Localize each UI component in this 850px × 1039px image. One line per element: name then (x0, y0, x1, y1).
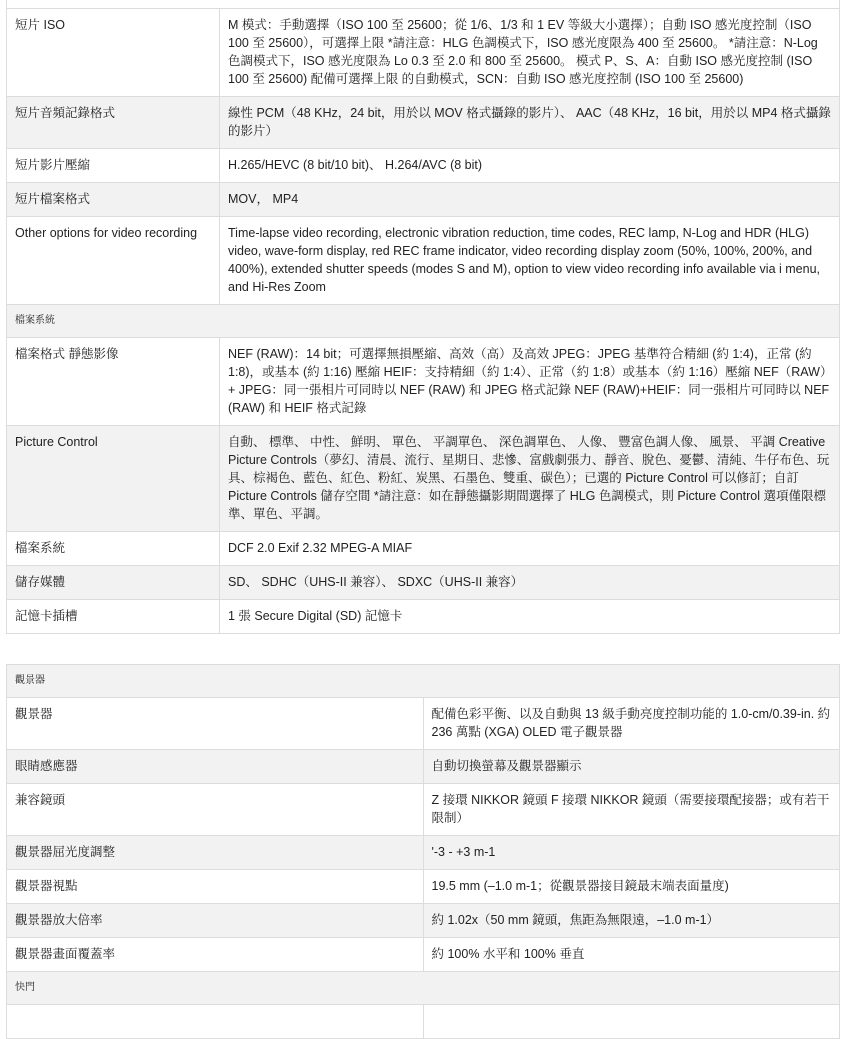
table-row (7, 9, 840, 97)
table-row (7, 870, 840, 904)
table-row (7, 426, 840, 532)
spec-label: Picture Control (7, 426, 220, 532)
section-header: 觀景器 (7, 665, 840, 698)
table-row (7, 600, 840, 634)
spec-value: 1 張 Secure Digital (SD) 記憶卡 (220, 600, 840, 634)
spec-label: 觀景器放大倍率 (7, 904, 424, 938)
spec-value: Z 接環 NIKKOR 鏡頭 F 接環 NIKKOR 鏡頭（需要接環配接器；或有若干限制） (423, 784, 840, 836)
spec-label: 眼睛感應器 (7, 750, 424, 784)
spec-value: H.265/HEVC (8 bit/10 bit)、 H.264/AVC (8 bit) (220, 149, 840, 183)
spec-value (423, 1005, 840, 1039)
spec-label: 觀景器視點 (7, 870, 424, 904)
spec-label (7, 1005, 424, 1039)
table-row (7, 217, 840, 305)
spec-value: 約 1.02x（50 mm 鏡頭，焦距為無限遠，–1.0 m-1） (423, 904, 840, 938)
table-row (7, 904, 840, 938)
spec-label: 觀景器屈光度調整 (7, 836, 424, 870)
spec-value: 自動切換螢幕及觀景器顯示 (423, 750, 840, 784)
spec-value: DCF 2.0 Exif 2.32 MPEG-A MIAF (220, 532, 840, 566)
spec-label: 短片檔案格式 (7, 183, 220, 217)
spec-label: 檔案格式 靜態影像 (7, 338, 220, 426)
spec-value: 自動、 標準、 中性、 鮮明、 單色、 平調單色、 深色調單色、 人像、 豐富色調人像、 風景、 平調 Creative Picture Controls（夢幻、清晨、流行、星期日、悲慘、富戲劇張力、靜音、脫色、憂鬱、清純、牛仔布色、玩具、棕褐色、藍色、紅色、粉紅、炭黑、石墨色、雙重、碳色）；已選的 Picture Control 可以修訂；自訂 Picture Controls 儲存空間 *請注意：如在靜態攝影期間選擇了 HLG 色調模式，則 Picture Control 選項僅限標準、單色、平調。 (220, 426, 840, 532)
spec-value: Time-lapse video recording, electronic vibration reduction, time codes, REC lamp, N-Log and HDR (HLG) video, wave-form display, red REC frame indicator, video recording display zoom (50%, 100%, 200%, and 400%), extended shutter speeds (modes S and M), option to view video recording info available via i menu, and Hi-Res Zoom (220, 217, 840, 305)
table-row (7, 1005, 840, 1039)
section-header: 檔案系統 (7, 305, 840, 338)
table-top-edge (6, 0, 840, 8)
spec-value: 配備色彩平衡、以及自動與 13 級手動亮度控制功能的 1.0-cm/0.39-in. 約 236 萬點 (XGA) OLED 電子觀景器 (423, 698, 840, 750)
video-and-file-specs-table (6, 8, 840, 634)
spec-value: NEF (RAW)：14 bit；可選擇無損壓縮、高效（高）及高效 JPEG：JPEG 基準符合精細 (約 1:4)，正常 (約 1:8)，或基本 (約 1:16) 壓縮 HEIF：支持精細（約 1:4）、正常（約 1:8）或基本（約 1:16）壓縮 NEF（RAW）+ JPEG：同一張相片可同時以 NEF (RAW) 和 JPEG 格式記錄 NEF (RAW)+HEIF：同一張相片可同時以 NEF (RAW) 和 HEIF 格式記錄 (220, 338, 840, 426)
spec-label: 記憶卡插槽 (7, 600, 220, 634)
spec-label: 儲存媒體 (7, 566, 220, 600)
table-row (7, 149, 840, 183)
spec-value: M 模式：手動選擇（ISO 100 至 25600；從 1/6、1/3 和 1 EV 等級大小選擇）；自動 ISO 感光度控制（ISO 100 至 25600），可選擇上限 *請注意：HLG 色調模式下，ISO 感光度限為 400 至 25600。 *請注意：N-Log 色調模式下，ISO 感光度限為 Lo 0.3 至 2.0 和 800 至 25600。 模式 P、S、A：自動 ISO 感光度控制 (ISO 100 至 25600) 配備可選擇上限 的自動模式，SCN：自動 ISO 感光度控制 (ISO 100 至 25600) (220, 9, 840, 97)
table-row (7, 836, 840, 870)
spec-value: '-3 - +3 m-1 (423, 836, 840, 870)
spec-label: 短片影片壓縮 (7, 149, 220, 183)
spec-value: 線性 PCM（48 KHz，24 bit，用於以 MOV 格式攝錄的影片）、 AAC（48 KHz，16 bit，用於以 MP4 格式攝錄的影片） (220, 97, 840, 149)
table-row (7, 784, 840, 836)
table-row (7, 183, 840, 217)
viewfinder-specs-table (6, 664, 840, 1039)
spec-label: 短片音頻記錄格式 (7, 97, 220, 149)
section-header: 快門 (7, 972, 840, 1005)
spec-label: 短片 ISO (7, 9, 220, 97)
spec-label: 兼容鏡頭 (7, 784, 424, 836)
table-row (7, 750, 840, 784)
table-row (7, 938, 840, 972)
section-header-row (7, 972, 840, 1005)
section-header-row (7, 305, 840, 338)
spec-label: 檔案系統 (7, 532, 220, 566)
section-header-row (7, 665, 840, 698)
table-row (7, 97, 840, 149)
table-row (7, 566, 840, 600)
spec-label: Other options for video recording (7, 217, 220, 305)
spec-value: 19.5 mm (–1.0 m-1；從觀景器接目鏡最末端表面量度) (423, 870, 840, 904)
table-row (7, 532, 840, 566)
spec-label: 觀景器畫面覆蓋率 (7, 938, 424, 972)
table-row (7, 338, 840, 426)
spec-value: SD、 SDHC（UHS-II 兼容）、 SDXC（UHS-II 兼容） (220, 566, 840, 600)
spec-value: 約 100% 水平和 100% 垂直 (423, 938, 840, 972)
spec-label: 觀景器 (7, 698, 424, 750)
table-row (7, 698, 840, 750)
spec-value: MOV， MP4 (220, 183, 840, 217)
